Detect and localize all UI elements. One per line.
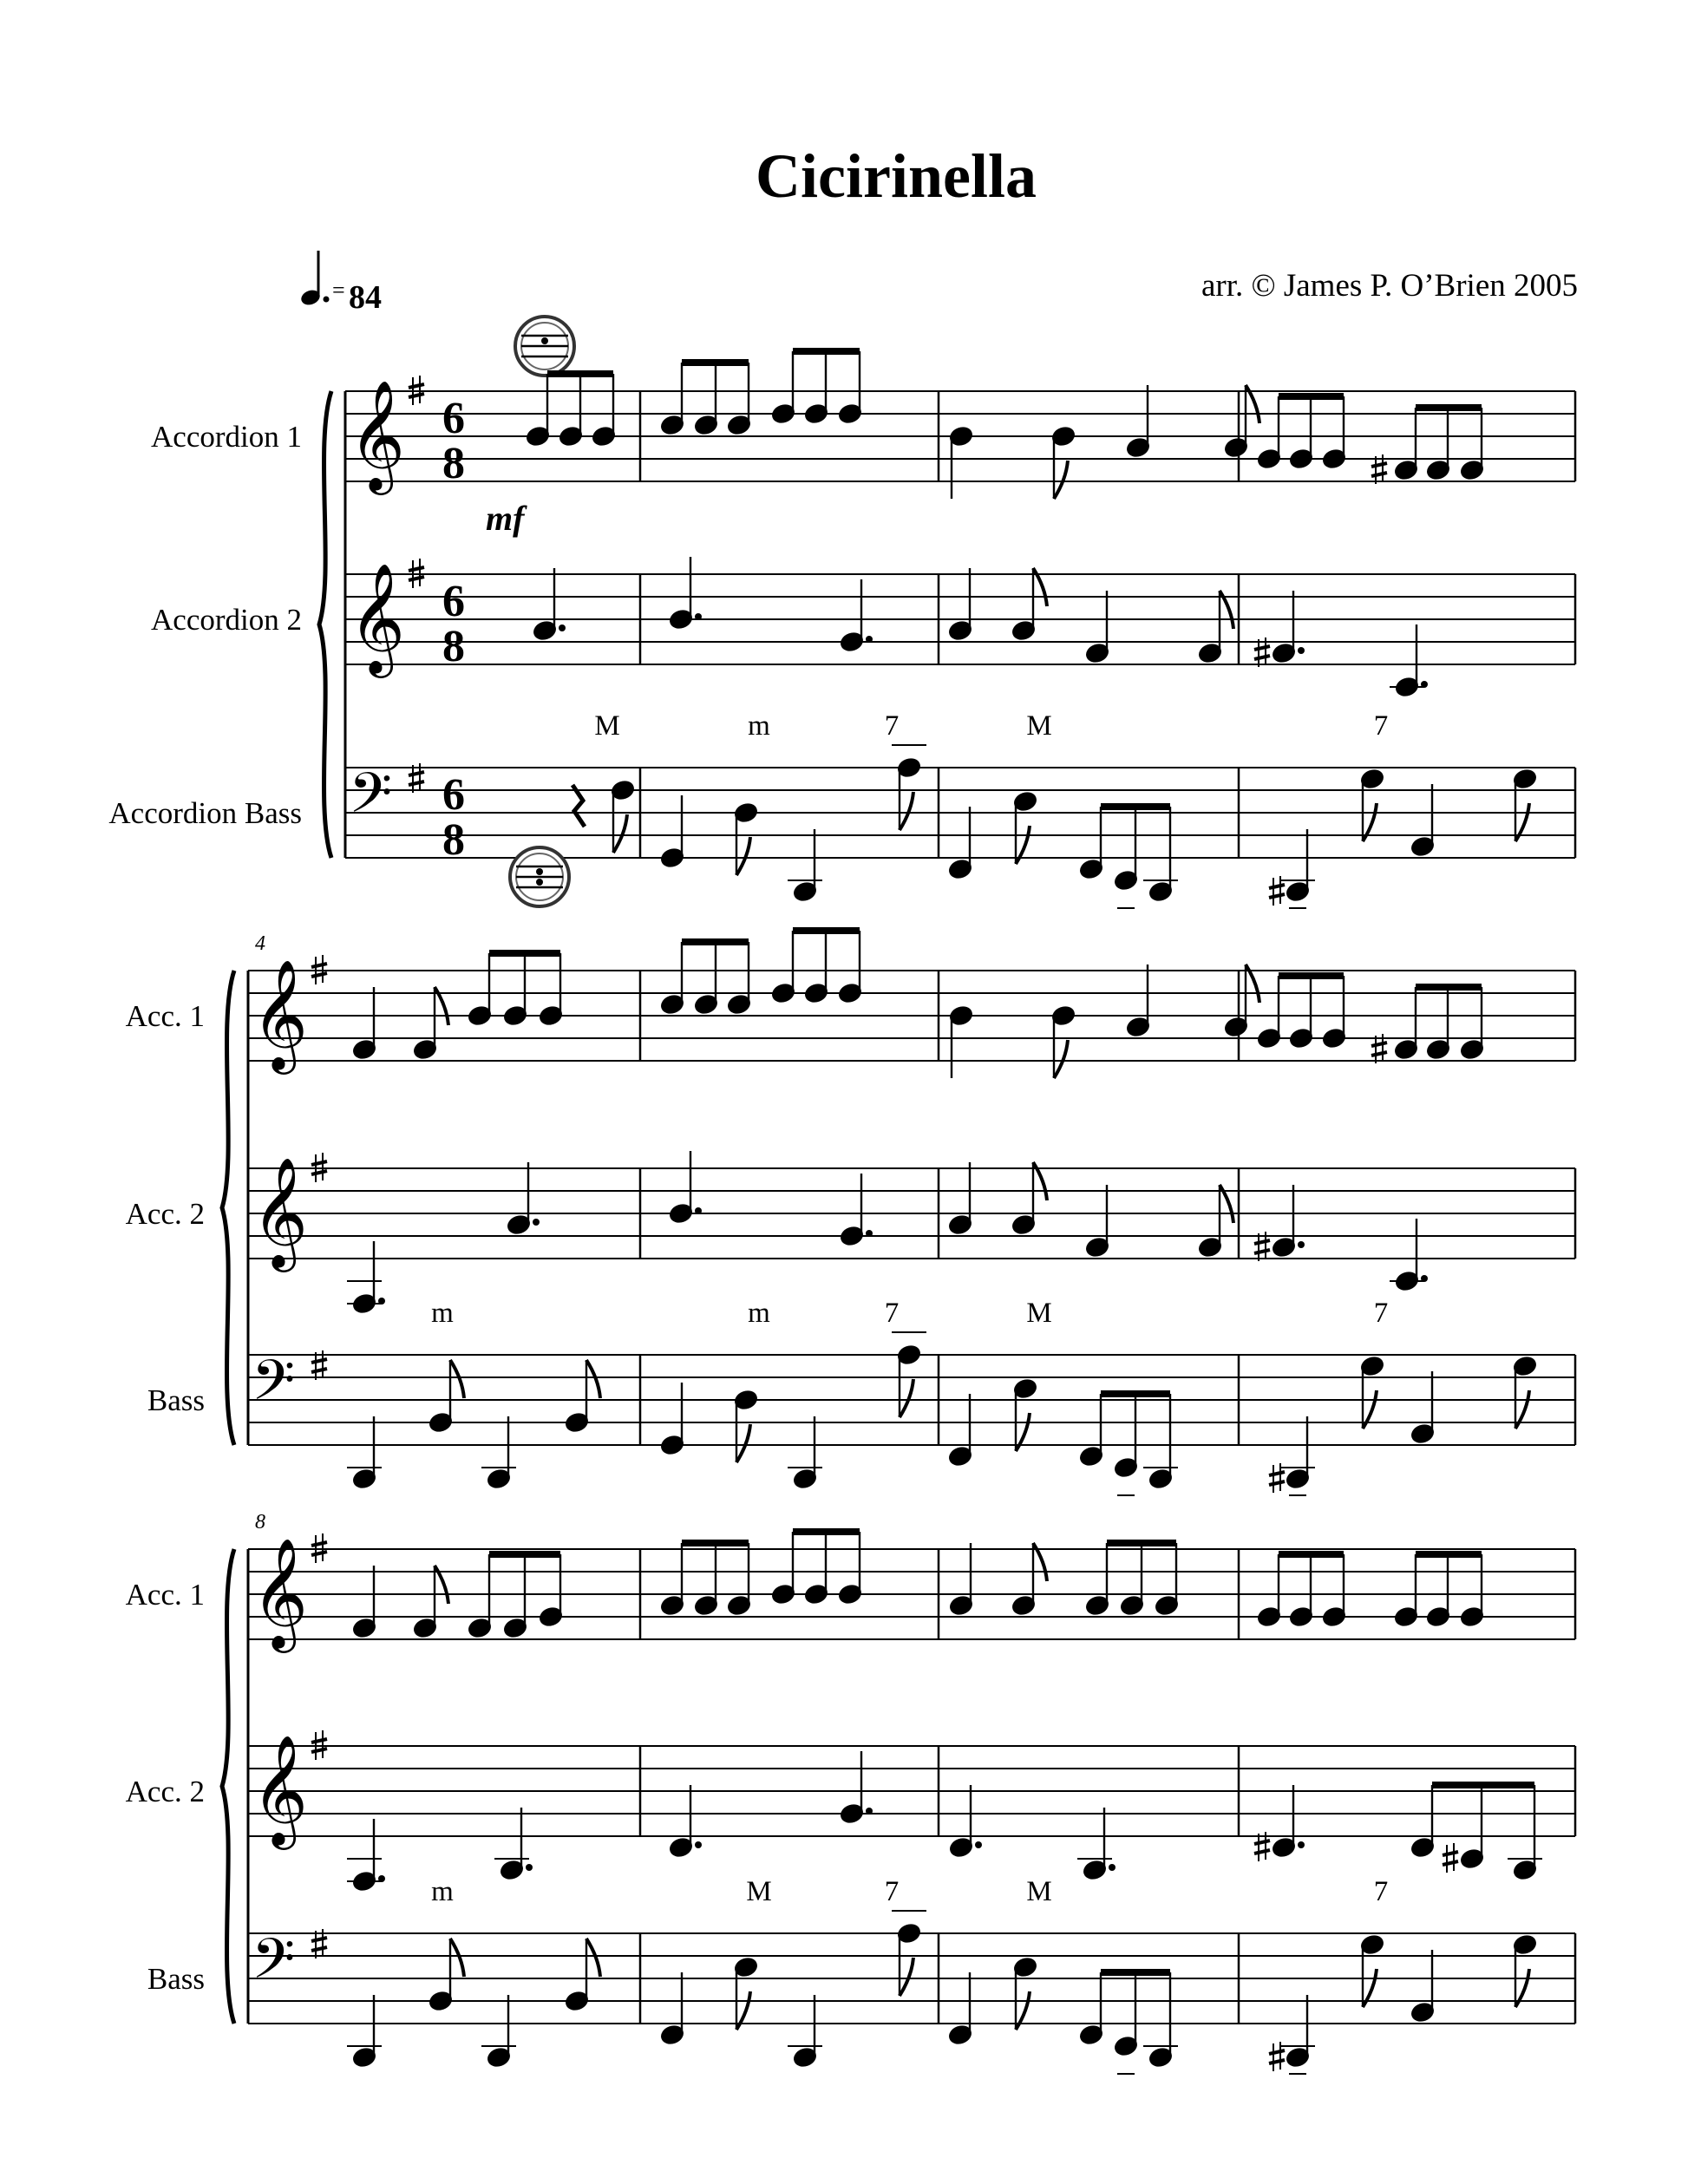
- sharp-stroke: [1254, 1841, 1270, 1844]
- time-sig-bottom: 8: [442, 622, 465, 671]
- sharp-stroke: [409, 781, 424, 785]
- flag: [450, 1939, 464, 1977]
- augmentation-dot: [526, 1864, 533, 1871]
- treble-clef-icon: 𝄞: [252, 1537, 309, 1648]
- sharp-stroke: [1443, 1861, 1458, 1865]
- part-label: Bass: [147, 1962, 205, 1996]
- treble-clef-icon: 𝄞: [252, 1156, 309, 1267]
- part-label: Accordion 1: [151, 420, 302, 454]
- flag: [586, 1939, 600, 1977]
- time-sig-top: 6: [442, 770, 465, 820]
- chord-symbol: m: [748, 1298, 770, 1329]
- flag: [1054, 1040, 1068, 1078]
- sharp-stroke: [1443, 1852, 1458, 1855]
- quarter-rest: [572, 785, 585, 827]
- sharp-stroke: [1254, 1250, 1270, 1253]
- sharp-stroke: [1269, 885, 1285, 888]
- bass-clef-icon: 𝄢: [252, 1349, 296, 1427]
- system-brace: [222, 971, 234, 1445]
- augmentation-dot: [975, 1841, 982, 1848]
- chord-symbol: m: [431, 1298, 454, 1329]
- sharp-stroke: [311, 1161, 327, 1165]
- chord-symbol: M: [1026, 1298, 1052, 1329]
- dynamic-mf: mf: [486, 499, 525, 538]
- augmentation-dot: [559, 624, 566, 631]
- augmentation-dot: [1421, 681, 1428, 688]
- augmentation-dot: [533, 1219, 540, 1226]
- flag: [900, 792, 913, 830]
- part-label: Bass: [147, 1383, 205, 1417]
- augmentation-dot: [866, 1230, 873, 1237]
- sharp-stroke: [311, 1947, 327, 1951]
- augmentation-dot: [866, 1808, 873, 1815]
- sharp-stroke: [311, 1369, 327, 1372]
- sharp-stroke: [311, 1749, 327, 1752]
- augmentation-dot: [378, 1875, 385, 1882]
- arranger-credit: arr. © James P. O’Brien 2005: [1201, 268, 1578, 304]
- chord-symbol: M: [1026, 1876, 1052, 1907]
- sharp-stroke: [1254, 656, 1270, 659]
- augmentation-dot: [1421, 1275, 1428, 1282]
- part-label: Accordion Bass: [108, 796, 302, 830]
- treble-clef-icon: 𝄞: [349, 379, 406, 490]
- system-brace: [319, 391, 331, 858]
- sharp-stroke: [409, 567, 424, 571]
- flag: [450, 1360, 464, 1398]
- treble-clef-icon: 𝄞: [252, 1734, 309, 1845]
- sharp-stroke: [1269, 1472, 1285, 1475]
- augmentation-dot: [695, 613, 702, 620]
- chord-symbol: 7: [884, 1298, 900, 1329]
- sharp-stroke: [1371, 1043, 1387, 1046]
- augmentation-dot: [378, 1298, 385, 1305]
- register-dot: [536, 879, 543, 886]
- system-brace: [222, 1549, 234, 2024]
- bass-register-icon: [510, 847, 569, 906]
- chord-symbol: 7: [884, 710, 900, 742]
- sharp-stroke: [1269, 894, 1285, 898]
- treble-clef-icon: 𝄞: [252, 958, 309, 1069]
- augmentation-dot: [695, 1207, 702, 1214]
- sharp-stroke: [409, 577, 424, 580]
- time-sig-bottom: 8: [442, 815, 465, 865]
- flag: [736, 837, 750, 875]
- part-label: Acc. 1: [125, 999, 205, 1033]
- part-label: Accordion 2: [151, 603, 302, 637]
- chord-symbol: M: [746, 1876, 772, 1907]
- flag: [736, 1424, 750, 1462]
- chord-symbol: M: [1026, 710, 1052, 742]
- sharp-stroke: [409, 772, 424, 775]
- time-sig-top: 6: [442, 394, 465, 443]
- sharp-stroke: [311, 1552, 327, 1555]
- sharp-stroke: [311, 1171, 327, 1174]
- treble-register-icon: [515, 317, 574, 376]
- part-label: Acc. 2: [125, 1197, 205, 1231]
- sharp-stroke: [1371, 473, 1387, 476]
- sharp-stroke: [1254, 646, 1270, 650]
- chord-symbol: 7: [1373, 1298, 1389, 1329]
- sharp-stroke: [409, 384, 424, 388]
- measure-number: 8: [255, 1511, 265, 1533]
- part-label: Acc. 1: [125, 1578, 205, 1612]
- treble-clef-icon: 𝄞: [349, 562, 406, 673]
- flag: [900, 1379, 913, 1417]
- register-dot: [541, 337, 548, 344]
- time-sig-top: 6: [442, 577, 465, 626]
- augmentation-dot: [866, 636, 873, 643]
- augmentation-dot: [695, 1841, 702, 1848]
- flag: [1054, 461, 1068, 499]
- sharp-stroke: [1269, 1481, 1285, 1485]
- sharp-stroke: [1371, 463, 1387, 467]
- sharp-stroke: [311, 1739, 327, 1743]
- tempo-value: 84: [349, 279, 382, 316]
- chord-symbol: M: [594, 710, 620, 742]
- sharp-stroke: [1269, 2060, 1285, 2063]
- sharp-accidental: [1443, 1843, 1458, 1873]
- chord-symbol: m: [748, 710, 770, 742]
- augmentation-dot: [1109, 1864, 1116, 1871]
- sharp-stroke: [1254, 1850, 1270, 1854]
- chord-symbol: 7: [884, 1876, 900, 1907]
- chord-symbol: 7: [1373, 1876, 1389, 1907]
- sharp-stroke: [1254, 1240, 1270, 1244]
- sharp-stroke: [311, 964, 327, 967]
- sharp-stroke: [311, 1359, 327, 1363]
- chord-symbol: m: [431, 1876, 454, 1907]
- sharp-stroke: [1371, 1052, 1387, 1056]
- time-sig-bottom: 8: [442, 439, 465, 488]
- sharp-stroke: [311, 973, 327, 977]
- sharp-stroke: [409, 394, 424, 397]
- flag: [613, 814, 627, 853]
- augmentation-dot: [1298, 1841, 1305, 1848]
- svg-text:=: =: [332, 278, 345, 303]
- register-dot: [536, 868, 543, 875]
- augmentation-dot: [1298, 647, 1305, 654]
- flag: [586, 1360, 600, 1398]
- bass-clef-icon: 𝄢: [252, 1927, 296, 2005]
- sharp-stroke: [1269, 2050, 1285, 2054]
- flag: [900, 1958, 913, 1996]
- score-title: Cicirinella: [756, 141, 1037, 211]
- sharp-stroke: [311, 1542, 327, 1546]
- part-label: Acc. 2: [125, 1775, 205, 1808]
- bass-clef-icon: 𝄢: [349, 762, 393, 840]
- measure-number: 4: [255, 932, 265, 955]
- chord-symbol: 7: [1373, 710, 1389, 742]
- sharp-stroke: [311, 1938, 327, 1941]
- augmentation-dot: [1298, 1241, 1305, 1248]
